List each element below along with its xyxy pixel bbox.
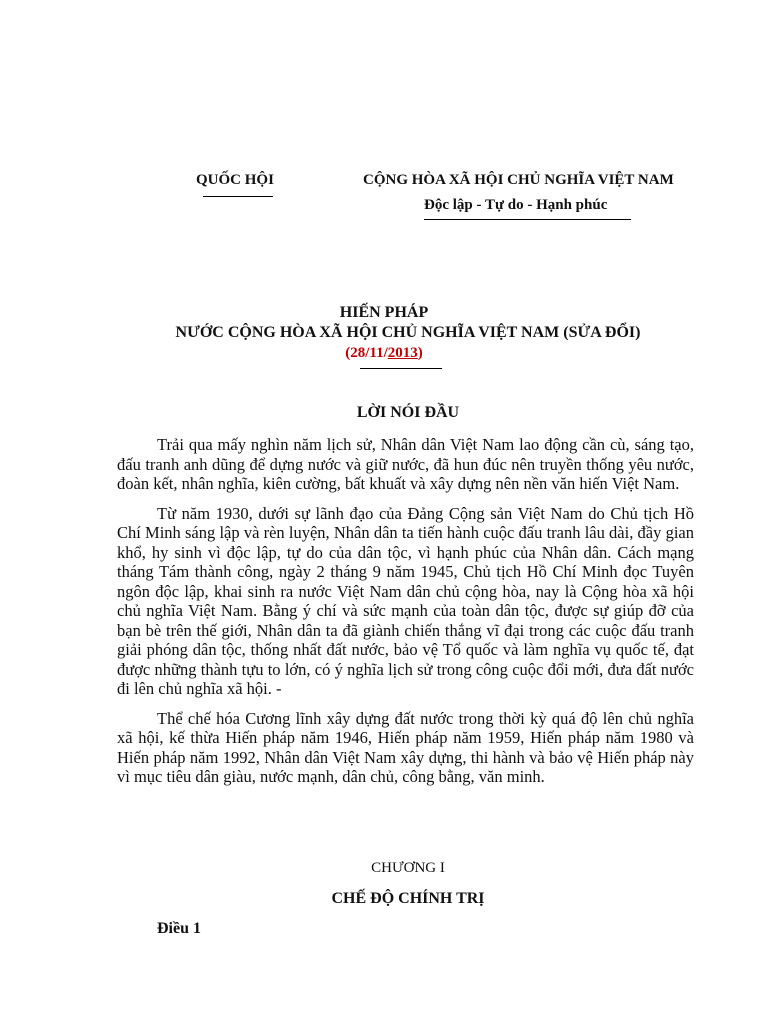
preamble-heading: LỜI NÓI ĐẦU <box>356 404 460 421</box>
preamble-body <box>117 435 694 797</box>
preamble-paragraph: Thể chế hóa Cương lĩnh xây dựng đất nước trong thời kỳ quá độ lên chủ nghĩa xã hội, kế thừa Hiến pháp năm 1946, Hiến pháp năm 1959, Hiến pháp năm 1980 và Hiến pháp năm 1992, Nhân dân Việt Nam xây dựng, thi hành và bảo vệ Hiến pháp này vì mục tiêu dân giàu, nước mạnh, dân chủ, công bằng, văn minh. <box>117 708 694 786</box>
preamble-paragraph: Trải qua mấy nghìn năm lịch sử, Nhân dân Việt Nam lao động cần cù, sáng tạo, đấu tranh anh dũng để dựng nước và giữ nước, đã hun đúc nên truyền thống yêu nước, đoàn kết, nhân nghĩa, kiên cường, bất khuất và xây dựng nên nền văn hiến Việt Nam. <box>117 435 694 493</box>
motto-underline <box>424 219 631 220</box>
title-line-1: HIẾN PHÁP <box>339 304 429 321</box>
title-date <box>0 343 768 363</box>
national-title: CỘNG HÒA XÃ HỘI CHỦ NGHĨA VIỆT NAM <box>363 172 674 188</box>
date-prefix: (28/11/ <box>345 345 388 361</box>
title-line-2: NƯỚC CỘNG HÒA XÃ HỘI CHỦ NGHĨA VIỆT NAM (SỬA ĐỔI) <box>175 324 641 341</box>
issuing-body: QUỐC HỘI <box>196 172 274 188</box>
document-title <box>0 303 768 363</box>
date-underline <box>360 368 442 369</box>
chapter-title: CHẾ ĐỘ CHÍNH TRỊ <box>331 890 485 907</box>
issuing-body-underline <box>203 196 273 197</box>
article-label: Điều 1 <box>157 920 201 937</box>
date-year: 2013 <box>387 345 418 361</box>
national-motto: Độc lập - Tự do - Hạnh phúc <box>424 197 608 213</box>
preamble-paragraph: Từ năm 1930, dưới sự lãnh đạo của Đảng Cộng sản Việt Nam do Chủ tịch Hồ Chí Minh sáng lập và rèn luyện, Nhân dân ta tiến hành cuộc đấu tranh lâu dài, đầy gian khổ, hy sinh vì độc lập, tự do của dân tộc, vì hạnh phúc của Nhân dân. Cách mạng tháng Tám thành công, ngày 2 tháng 9 năm 1945, Chủ tịch Hồ Chí Minh đọc Tuyên ngôn độc lập, khai sinh ra nước Việt Nam dân chủ cộng hòa, nay là Cộng hòa xã hội chủ nghĩa Việt Nam. Bằng ý chí và sức mạnh của toàn dân tộc, được sự giúp đỡ của bạn bè trên thế giới, Nhân dân ta đã giành chiến thắng vĩ đại trong các cuộc đấu tranh giải phóng dân tộc, thống nhất đất nước, bảo vệ Tổ quốc và làm nghĩa vụ quốc tế, đạt được những thành tựu to lớn, có ý nghĩa lịch sử trong công cuộc đổi mới, đưa đất nước đi lên chủ nghĩa xã hội. - <box>117 503 694 698</box>
chapter-number: CHƯƠNG I <box>371 860 445 876</box>
date-suffix: ) <box>417 345 423 361</box>
